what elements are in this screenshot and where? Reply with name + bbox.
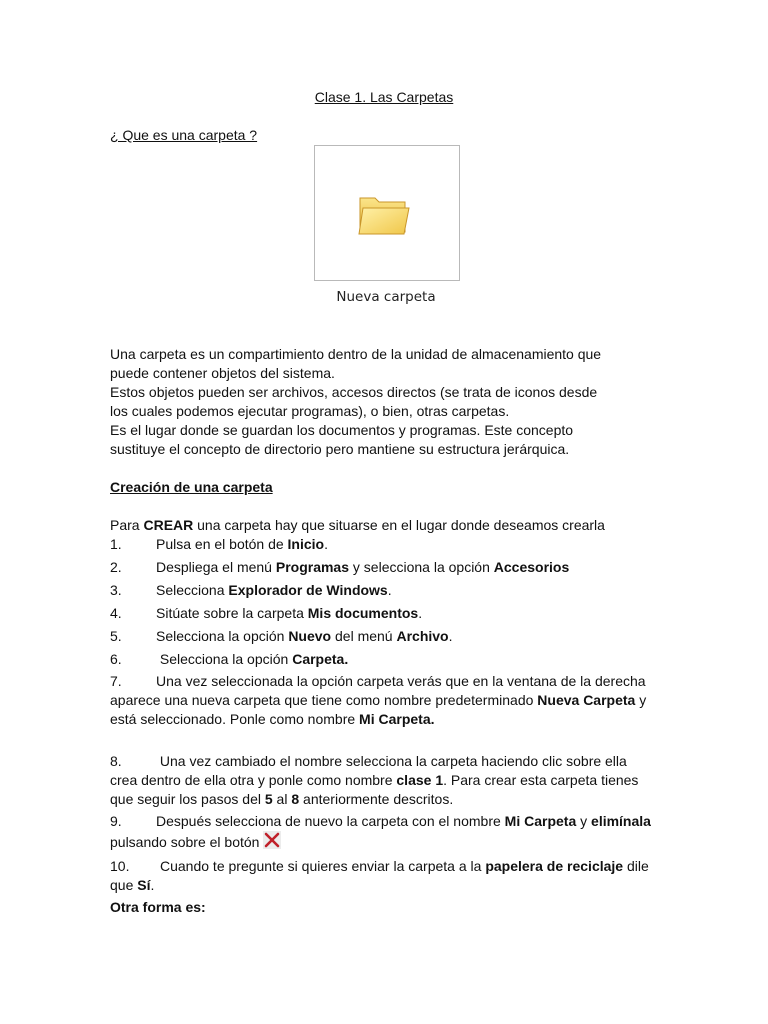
step-item [110,581,655,600]
intro-line: Estos objetos pueden ser archivos, accesos directos (se trata de iconos desde [110,384,598,400]
step-bold-text: Sí [137,877,151,893]
step-bold-text: Programas [275,559,350,575]
step-text: . [324,536,328,552]
create-paragraph [110,517,670,533]
intro-line: puede contener objetos del sistema. [110,365,335,381]
step-number: 2. [110,559,122,575]
step-number: 4. [110,605,122,621]
step-item [110,604,655,623]
step-text: dile que [110,858,649,893]
step-bold-text: Carpeta. [292,651,349,667]
create-post: una carpeta hay que situarse en el lugar donde deseamos crearla [193,517,605,533]
step-text: Una vez cambiado el nombre selecciona la carpeta haciendo clic sobre ella crea dentro de ella otra y ponle como nombre [110,753,627,788]
step-text: Sitúate sobre la carpeta [156,605,308,621]
step-text: y está seleccionado. Ponle como nombre [110,692,647,727]
step-bold-text: Archivo [396,628,449,644]
intro-line: Una carpeta es un compartimiento dentro de la unidad de almacenamiento que [110,346,602,362]
step-bold-text: 8 [291,791,300,807]
step-number: 6. [110,651,122,667]
step-text: Despliega el menú [156,559,276,575]
step-text: . [150,877,155,893]
step-text: anteriormente descritos. [299,791,454,807]
folder-figure [314,145,460,281]
delete-x-icon[interactable] [263,831,281,849]
step-item [110,650,655,669]
step-number: 7. [110,673,122,689]
step-text: Selecciona la opción [156,628,289,644]
create-bold: CREAR [143,517,194,533]
step-text: del menú [331,628,397,644]
step-number: 3. [110,582,122,598]
step-bold-text: Mi Carpeta [504,813,577,829]
step-text: y selecciona la opción [349,559,494,575]
step-text: . [448,628,453,644]
page-title: Clase 1. Las Carpetas [314,89,454,105]
step-text: Después selecciona de nuevo la carpeta con el nombre [156,813,505,829]
step-bold-text: Accesorios [493,559,570,575]
step-number: 8. [110,753,122,769]
step-text: y [576,813,592,829]
intro-line: sustituye el concepto de directorio pero mantiene su estructura jerárquica. [110,441,570,457]
step-item [110,558,655,577]
step-bold-text: Mi Carpeta. [359,711,435,727]
section-heading: Creación de una carpeta [110,479,273,495]
step-item [110,752,655,809]
create-pre: Para [110,517,144,533]
step-item [110,627,655,646]
step-bold-text: clase 1 [396,772,444,788]
intro-paragraph [110,345,670,459]
step-text: Selecciona la opción [156,651,293,667]
step-item [110,535,655,554]
step-text: Selecciona [156,582,229,598]
step-bold-text: Inicio [287,536,325,552]
step-bold-text: Explorador de Windows [228,582,388,598]
step-bold-text: elimínala [591,813,651,829]
folder-caption: Nueva carpeta [336,289,436,305]
step-bold-text: Mis documentos [307,605,419,621]
question-heading: ¿ Que es una carpeta ? [110,127,258,143]
intro-line: Es el lugar donde se guardan los documentos y programas. Este concepto [110,422,574,438]
step-text: . Para crear esta carpeta tienes que seguir los pasos del [110,772,639,807]
step-text: Una vez seleccionada la opción carpeta verás que en la ventana de la derecha aparece una nueva carpeta que tiene como nombre predeterminado [110,673,646,708]
step-text: al [272,791,292,807]
step-number: 9. [110,813,122,829]
step-item [110,812,655,852]
step-text: Cuando te pregunte si quieres enviar la carpeta a la [160,858,486,874]
step-bold-text: 5 [264,791,273,807]
other-way-heading: Otra forma es: [110,899,206,915]
step-number: 5. [110,628,122,644]
folder-icon [355,186,413,244]
intro-line: los cuales podemos ejecutar programas), o bien, otras carpetas. [110,403,510,419]
step-bold-text: Nuevo [288,628,332,644]
step-item [110,857,655,895]
step-text: pulsando sobre el botón [110,834,260,850]
step-bold-text: Nueva Carpeta [537,692,636,708]
step-text: Pulsa en el botón de [156,536,288,552]
step-number: 10. [110,858,130,874]
step-bold-text: papelera de reciclaje [485,858,624,874]
step-item [110,672,655,729]
step-number: 1. [110,536,122,552]
step-text: . [418,605,423,621]
step-text: . [387,582,392,598]
